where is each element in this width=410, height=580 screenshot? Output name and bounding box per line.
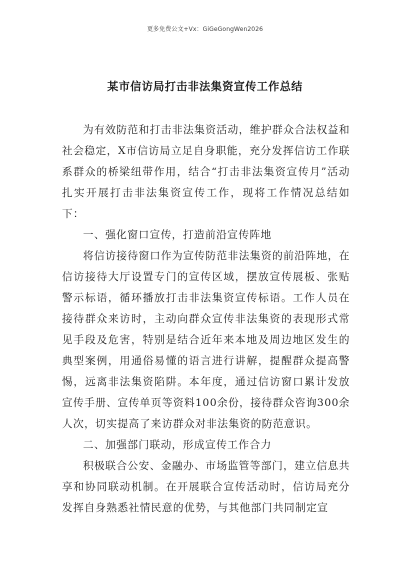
section-1-paragraph: 将信访接待窗口作为宣传防范非法集资的前沿阵地，在信访接待大厅设置专门的宣传区域，摆放宣传展板、张贴警示标语，循环播放打击非法集资宣传标语。工作人员在接待群众来访时，主动向群众宣传非法集资的表现形式常见手段及危害，特别是结合近年来本地及周边地区发生的典型案例，用通俗易懂的语言进行讲解，提醒群众提高警惕，远离非法集资陷阱。本年度，通过信访窗口累计发放宣传手册、宣传单页等资料100余份，接待群众咨询300余人次，切实提高了来访群众对非法集资的防范意识。 [62,250,350,430]
document-body [62,120,350,519]
section-heading-1: 一、强化窗口宣传，打造前沿宣传阵地 [83,229,272,241]
document-title: 某市信访局打击非法集资宣传工作总结 [107,80,303,93]
section-2-paragraph: 积极联合公安、金融办、市场监管等部门，建立信息共享和协同联动机制。在开展联合宣传活动时，信访局充分发挥自身熟悉社情民意的优势，与其他部门共同制定宣 [62,460,350,514]
intro-paragraph: 为有效防范和打击非法集资活动，维护群众合法权益和社会稳定，X市信访局立足自身职能，充分发挥信访工作联系群众的桥梁纽带作用，结合“打击非法集资宣传月”活动扎实开展打击非法集资宣传工作，现将工作情况总结如下： [62,124,350,220]
header-note: 更多免费公文+Vx：GiGeGongWen2026 [146,26,264,33]
section-heading-2: 二、加强部门联动，形成宣传工作合力 [83,439,272,451]
